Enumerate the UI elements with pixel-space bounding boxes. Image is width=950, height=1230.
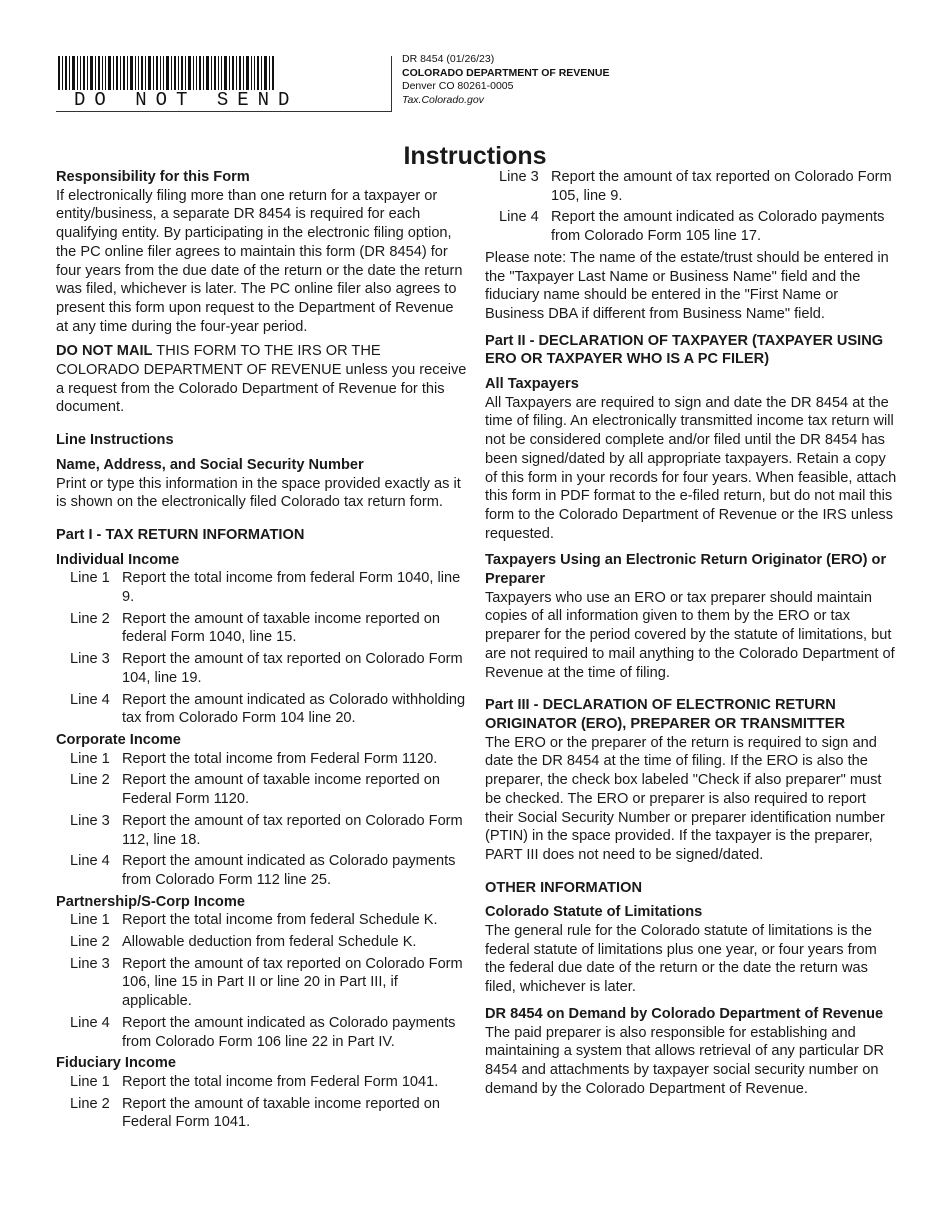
partnership-income-heading: Partnership/S-Corp Income [56,893,245,910]
line-instructions-heading: Line Instructions [56,432,174,449]
responsibility-text: If electronically filing more than one return for a taxpayer or entity/business, a separate DR 8454 is required for each qualifying entity. By participating in the electronic filing option, the PC online filer agrees to maintain this form (DR 8454) for four years from the due date of the return or the date the return was filed, whichever is later. The PC online filer also agrees to present this form upon request to the Department of Revenue at any time during the four-year period. [56,187,463,335]
line-text: Report the total income from Federal Form 1041. [122,1073,439,1090]
line-label: Line 3 [70,955,110,972]
statute-heading: Colorado Statute of Limitations [485,904,703,921]
website-link[interactable]: Tax.Colorado.gov [402,93,484,106]
line-label: Line 4 [70,853,110,870]
line-label: Line 4 [70,1014,110,1031]
list-item [70,955,468,1011]
list-item [70,933,468,952]
line-text: Report the total income from federal Schedule K. [122,912,438,929]
part3-text: The ERO or the preparer of the return is required to sign and date the DR 8454 at the time of filing. If the ERO is also the preparer, the check box labeled "Check if also preparer" must be checked. The ERO or preparer is also required to report their Social Security Number or preparer identification number (PTIN) in the space provided. If the taxpayer is the preparer, PART III does not need to be signed/dated. [485,734,885,863]
list-item [70,1014,468,1051]
line-label: Line 1 [70,1073,110,1090]
line-label: Line 2 [70,934,110,951]
name-address-heading: Name, Address, and Social Security Number [56,456,364,473]
form-identification [402,53,609,107]
other-information-heading: OTHER INFORMATION [485,879,643,896]
line-text: Report the amount of tax reported on Colorado Form 104, line 19. [122,651,463,686]
line-text: Report the amount of tax reported on Colorado Form 112, line 18. [122,812,463,848]
demand-text: The paid preparer is also responsible for establishing and maintaining a system that allows retrieval of any particular DR 8454 and attachments by taxpayer social security number on demand by the Colorado Department of Revenue. [485,1024,885,1097]
page-title: Instructions [403,142,547,170]
part2-heading: Part II - DECLARATION OF TAXPAYER (TAXPAYER USING ERO OR TAXPAYER WHO IS A PC FILER) [485,332,884,368]
list-item [499,168,897,205]
line-label: Line 1 [70,750,110,767]
department-name: COLORADO DEPARTMENT OF REVENUE [402,66,610,79]
header-vertical-divider [391,56,392,112]
do-not-mail-label: DO NOT MAIL [56,343,153,360]
list-item [70,610,468,647]
line-label: Line 4 [70,691,110,708]
line-label: Line 2 [70,772,110,789]
list-item [70,911,468,930]
list-item [70,812,468,849]
do-not-mail-text: THIS FORM TO THE IRS OR THE COLORADO DEPARTMENT OF REVENUE unless you receive a request from the Colorado Department of Revenue for this document. [56,343,467,416]
list-item [70,771,468,808]
individual-income-heading: Individual Income [56,551,180,568]
line-label: Line 3 [499,169,539,185]
line-text: Report the amount indicated as Colorado withholding tax from Colorado Form 104 line 20. [122,691,466,727]
list-item [70,1095,468,1132]
line-label: Line 3 [70,651,110,668]
left-column [56,168,468,1135]
name-address-text: Print or type this information in the space provided exactly as it is shown on the electronically filed Colorado tax return form. [56,475,461,511]
line-label: Line 2 [70,610,110,627]
please-note-text: Please note: The name of the estate/trust should be entered in the "Taxpayer Last Name or Business Name" field and the fiduciary name should be entered in the "First Name or Business DBA if different from Business Name" field. [485,249,889,322]
do-not-send-label: DO NOT SEND [74,89,299,111]
line-text: Report the amount of taxable income reported on Federal Form 1041. [122,1095,441,1131]
list-item [70,569,468,606]
line-label: Line 4 [499,209,539,226]
line-text: Report the amount of tax reported on Colorado Form 106, line 15 in Part II or line 20 in Part III, if applicable. [122,955,463,1010]
list-item [70,650,468,687]
line-text: Report the amount of taxable income reported on federal Form 1040, line 15. [122,610,441,646]
line-text: Report the amount indicated as Colorado payments from Colorado Form 112 line 25. [122,853,456,888]
all-taxpayers-heading: All Taxpayers [485,376,579,393]
line-text: Report the total income from Federal Form 1120. [122,750,438,767]
line-text: Report the amount indicated as Colorado payments from Colorado Form 106 line 22 in Part IV. [122,1014,456,1050]
part3-heading: Part III - DECLARATION OF ELECTRONIC RETURN ORIGINATOR (ERO), PREPARER OR TRANSMITTER [485,697,845,732]
list-item [70,852,468,889]
header-divider [56,111,392,112]
department-address: Denver CO 80261-0005 [402,80,514,93]
responsibility-heading: Responsibility for this Form [56,169,250,185]
barcode-image [58,56,276,90]
line-label: Line 1 [70,570,110,587]
corporate-income-heading: Corporate Income [56,731,181,748]
list-item [499,208,897,245]
list-item [70,1073,468,1092]
demand-heading: DR 8454 on Demand by Colorado Department of Revenue [485,1005,884,1022]
do-not-mail-paragraph [56,342,468,417]
list-item [70,750,468,769]
line-text: Report the amount indicated as Colorado payments from Colorado Form 105 line 17. [551,209,885,245]
part1-heading: Part I - TAX RETURN INFORMATION [56,526,305,543]
line-text: Report the amount of tax reported on Colorado Form 105, line 9. [551,169,892,204]
list-item [70,691,468,728]
line-label: Line 3 [70,812,110,829]
line-text: Report the total income from federal Form 1040, line 9. [122,570,461,606]
line-text: Allowable deduction from federal Schedule K. [122,934,417,951]
right-column [485,168,897,1104]
form-number: DR 8454 (01/26/23) [402,53,495,65]
ero-heading: Taxpayers Using an Electronic Return Originator (ERO) or Preparer [485,552,887,588]
all-taxpayers-text: All Taxpayers are required to sign and date the DR 8454 at the time of filing. An electronically transmitted income tax return will not be considered complete and/or filed until the DR 8454 has been signed/dated by all appropriate taxpayers. Retain a copy of this form in your records for four years. When feasible, attach this form in PDF format to the e-filed return, but do not mail this form to the Colorado Department of Revenue or the IRS unless requested. [485,394,897,542]
statute-text: The general rule for the Colorado statute of limitations is the federal statute of limitations plus one year, or four years from the federal due date of the return or the date the return was filed, whichever is later. [485,923,877,996]
line-label: Line 1 [70,912,110,929]
fiduciary-income-heading: Fiduciary Income [56,1055,177,1072]
line-label: Line 2 [70,1095,110,1112]
ero-text: Taxpayers who use an ERO or tax preparer should maintain copies of all information given to them by the ERO or tax preparer for the period covered by the statute of limitations, but are not required to mail anything to the Colorado Department of Revenue at the time of filing. [485,589,895,681]
line-text: Report the amount of taxable income reported on Federal Form 1120. [122,772,441,808]
